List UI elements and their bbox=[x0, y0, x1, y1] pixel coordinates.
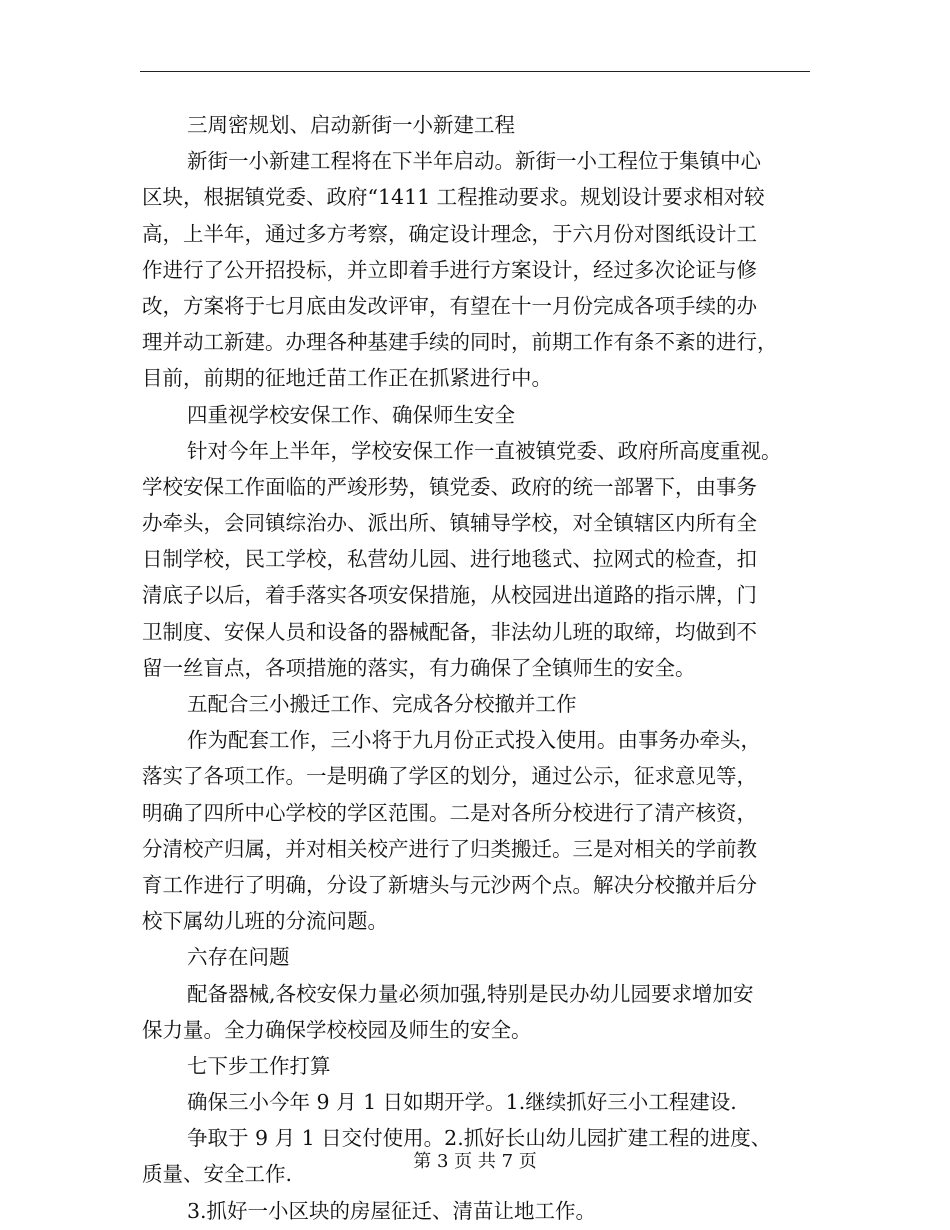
text-line: 区块，根据镇党委、政府“1411 工程推动要求。规划设计要求相对较 bbox=[142, 185, 765, 210]
header-rule bbox=[140, 71, 810, 72]
text-line: 针对今年上半年，学校安保工作一直被镇党委、政府所高度重视。 bbox=[187, 438, 782, 463]
text-line: 改，方案将于七月底由发改评审，有望在十一月份完成各项手续的办 bbox=[142, 293, 757, 318]
text-line: 留一丝盲点，各项措施的落实，有力确保了全镇师生的安全。 bbox=[142, 655, 696, 680]
text-line: 理并动工新建。办理各种基建手续的同时，前期工作有条不紊的进行， bbox=[142, 330, 778, 355]
text-line: 日制学校，民工学校，私营幼儿园、进行地毯式、拉网式的检查，扣 bbox=[142, 547, 757, 572]
text-line: 确保三小今年 9 月 1 日如期开学。1.继续抓好三小工程建设. bbox=[187, 1090, 737, 1115]
text-line: 学校安保工作面临的严竣形势，镇党委、政府的统一部署下，由事务 bbox=[142, 474, 757, 499]
text-line: 争取于 9 月 1 日交付使用。2.抓好长山幼儿园扩建工程的进度、 bbox=[187, 1126, 772, 1151]
text-line: 质量、安全工作. bbox=[142, 1162, 293, 1187]
text-line: 新街一小新建工程将在下半年启动。新街一小工程位于集镇中心 bbox=[187, 149, 761, 174]
text-line: 四重视学校安保工作、确保师生安全 bbox=[187, 402, 515, 427]
text-line: 作为配套工作，三小将于九月份正式投入使用。由事务办牵头， bbox=[187, 728, 761, 753]
text-line: 落实了各项工作。一是明确了学区的划分，通过公示，征求意见等， bbox=[142, 764, 757, 789]
text-line: 配备器械,各校安保力量必须加强,特别是民办幼儿园要求增加安 bbox=[187, 981, 754, 1006]
text-line: 校下属幼儿班的分流问题。 bbox=[142, 909, 388, 934]
text-line: 明确了四所中心学校的学区范围。二是对各所分校进行了清产核资， bbox=[142, 800, 757, 825]
text-line: 五配合三小搬迁工作、完成各分校撤并工作 bbox=[187, 692, 577, 716]
text-line: 分清校产归属，并对相关校产进行了归类搬迁。三是对相关的学前教 bbox=[142, 836, 757, 861]
text-line: 目前，前期的征地迁苗工作正在抓紧进行中。 bbox=[142, 366, 552, 391]
text-line: 作进行了公开招投标，并立即着手进行方案设计，经过多次论证与修 bbox=[142, 257, 757, 282]
text-line: 七下步工作打算 bbox=[187, 1053, 331, 1078]
text-line: 高，上半年，通过多方考察，确定设计理念，于六月份对图纸设计工 bbox=[142, 221, 757, 246]
text-line: 三周密规划、启动新街一小新建工程 bbox=[187, 113, 515, 137]
document-body bbox=[142, 107, 812, 1229]
page-number: 第 3 页 共 7 页 bbox=[413, 1151, 537, 1172]
text-line: 清底子以后，着手落实各项安保措施，从校园进出道路的指示牌，门 bbox=[142, 583, 757, 608]
text-line: 3.抓好一小区块的房屋征迁、清苗让地工作。 bbox=[187, 1198, 597, 1223]
text-line: 保力量。全力确保学校校园及师生的安全。 bbox=[142, 1017, 532, 1042]
text-line: 六存在问题 bbox=[187, 945, 290, 970]
text-line: 育工作进行了明确，分设了新塘头与元沙两个点。解决分校撤并后分 bbox=[142, 872, 757, 897]
text-line: 卫制度、安保人员和设备的器械配备，非法幼儿班的取缔，均做到不 bbox=[142, 619, 757, 644]
text-line: 办牵头，会同镇综治办、派出所、镇辅导学校，对全镇辖区内所有全 bbox=[142, 511, 757, 536]
